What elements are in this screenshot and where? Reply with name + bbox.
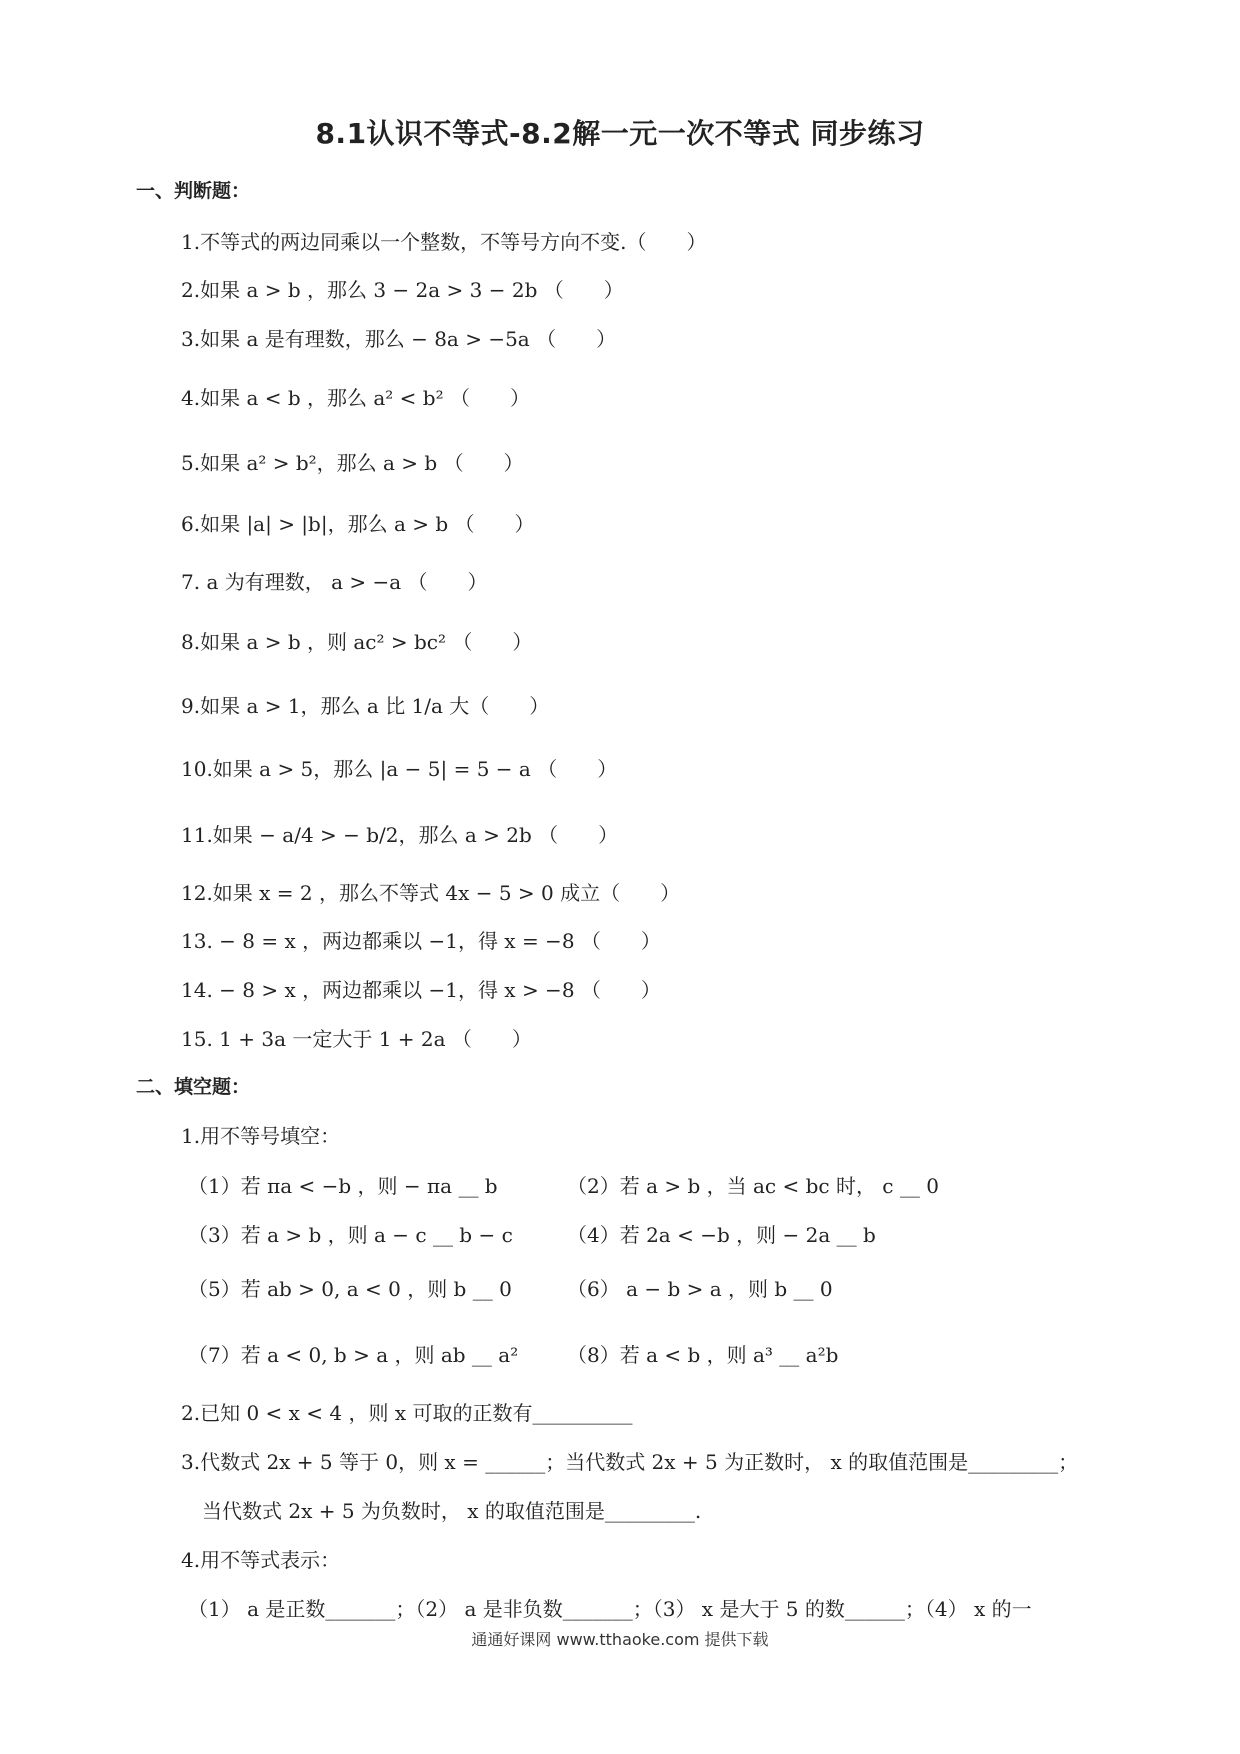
judgment-item-14: 14. − 8 > x ，两边都乘以 −1，得 x > −8 （ ） bbox=[181, 978, 661, 1002]
section-heading-judgment: 一、判断题： bbox=[136, 180, 251, 202]
page-footer: 通通好课网 www.tthaoke.com 提供下载 bbox=[471, 1630, 769, 1649]
judgment-item-3: 3.如果 a 是有理数，那么 − 8a > −5a （ ） bbox=[181, 327, 617, 351]
fill-q4-intro: 4.用不等式表示： bbox=[181, 1548, 341, 1572]
fill-q1-part-4: （4）若 2a < −b ，则 − 2a __ b bbox=[567, 1223, 876, 1247]
judgment-item-8: 8.如果 a > b ，则 ac² > bc² （ ） bbox=[181, 630, 533, 654]
page-title: 8.1认识不等式-8.2解一元一次不等式 同步练习 bbox=[315, 117, 925, 150]
judgment-item-12: 12.如果 x = 2 ，那么不等式 4x − 5 > 0 成立（ ） bbox=[181, 881, 681, 905]
judgment-item-5: 5.如果 a² > b²，那么 a > b （ ） bbox=[181, 451, 524, 475]
judgment-item-7: 7. a 为有理数， a > −a （ ） bbox=[181, 570, 488, 594]
fill-q1-intro: 1.用不等号填空： bbox=[181, 1124, 341, 1148]
fill-q1-part-3: （3）若 a > b ，则 a − c __ b − c bbox=[188, 1223, 513, 1247]
judgment-item-6: 6.如果 |a| > |b|，那么 a > b （ ） bbox=[181, 512, 535, 536]
section-heading-fill-blank: 二、填空题： bbox=[136, 1076, 251, 1098]
judgment-item-2: 2.如果 a > b ，那么 3 − 2a > 3 − 2b （ ） bbox=[181, 278, 624, 302]
judgment-item-9: 9.如果 a > 1，那么 a 比 1/a 大（ ） bbox=[181, 694, 550, 718]
judgment-item-1: 1.不等式的两边同乘以一个整数，不等号方向不变.（ ） bbox=[181, 230, 707, 254]
judgment-item-15: 15. 1 + 3a 一定大于 1 + 2a （ ） bbox=[181, 1027, 532, 1051]
fill-q1-part-8: （8）若 a < b ，则 a³ __ a²b bbox=[567, 1343, 839, 1367]
fill-q1-part-6: （6） a − b > a ，则 b __ 0 bbox=[567, 1277, 833, 1301]
judgment-item-4: 4.如果 a < b ，那么 a² < b² （ ） bbox=[181, 386, 530, 410]
fill-q2: 2.已知 0 < x < 4 ，则 x 可取的正数有__________ bbox=[181, 1401, 633, 1425]
judgment-item-11: 11.如果 − a/4 > − b/2，那么 a > 2b （ ） bbox=[181, 823, 619, 847]
fill-q3-line-1: 3.代数式 2x + 5 等于 0，则 x = ______；当代数式 2x + 5 为正数时， x 的取值范围是_________； bbox=[181, 1450, 1079, 1474]
fill-q3-line-2: 当代数式 2x + 5 为负数时， x 的取值范围是_________. bbox=[202, 1499, 702, 1523]
fill-q1-part-7: （7）若 a < 0, b > a ，则 ab __ a² bbox=[188, 1343, 519, 1367]
fill-q1-part-1: （1）若 πa < −b ，则 − πa __ b bbox=[188, 1174, 498, 1198]
judgment-item-13: 13. − 8 = x ，两边都乘以 −1，得 x = −8 （ ） bbox=[181, 929, 661, 953]
fill-q1-part-5: （5）若 ab > 0, a < 0 ，则 b __ 0 bbox=[188, 1277, 512, 1301]
judgment-item-10: 10.如果 a > 5，那么 |a − 5| = 5 − a （ ） bbox=[181, 757, 618, 781]
fill-q1-part-2: （2）若 a > b ，当 ac < bc 时， c __ 0 bbox=[567, 1174, 939, 1198]
fill-q4-line: （1） a 是正数_______；（2） a 是非负数_______；（3） x 是大于 5 的数______；（4） x 的一 bbox=[188, 1597, 1032, 1621]
